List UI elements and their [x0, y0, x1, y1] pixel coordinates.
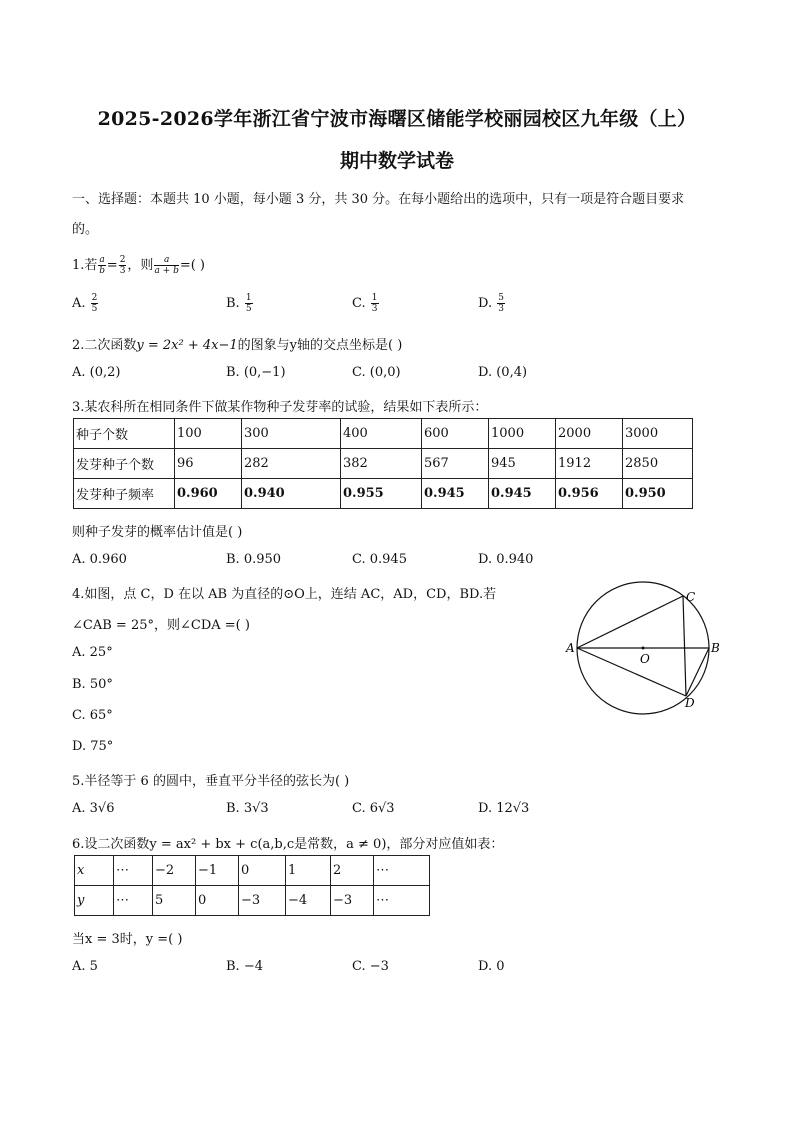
table-cell: 1000: [489, 419, 556, 449]
q1-option-b: B. $\frac{1}{5}$: [226, 293, 252, 314]
q6-question: 当x = 3时，y =( ): [72, 932, 183, 947]
question-4: 4.如图，点 C，D 在以 AB 为直径的⊙O上，连结 AC，AD，CD，BD.若: [72, 587, 497, 602]
table-cell: 2000: [556, 419, 623, 449]
q1-option-d: D. $\frac{5}{3}$: [478, 293, 504, 314]
table-cell: ⋯: [114, 886, 153, 916]
exam-title: 2025-2026学年浙江省宁波市海曙区储能学校丽园校区九年级（上）: [97, 108, 697, 130]
table-cell: 567: [422, 449, 489, 479]
question-2: 2.二次函数y = 2x² + 4x−1的图象与y轴的交点坐标是( ): [72, 338, 403, 353]
q3-option-b: B. 0.950: [226, 552, 282, 567]
table-cell: −3: [239, 886, 286, 916]
question-4-cont: ∠CAB = 25°，则∠CDA =( ): [72, 618, 250, 633]
q4-option-d: D. 75°: [72, 739, 114, 754]
q1-frac-2-3: $\frac{2}{3}$: [119, 255, 126, 276]
table-cell: −4: [286, 886, 331, 916]
segment-ad: [577, 648, 686, 696]
q4-option-b: B. 50°: [72, 677, 113, 692]
q6-option-a: A. 5: [72, 959, 98, 974]
table-cell: 2850: [623, 449, 693, 479]
circle-diagram: [560, 580, 730, 720]
q3-option-a: A. 0.960: [72, 552, 127, 567]
table-cell: ⋯: [374, 856, 430, 886]
table-cell: 2: [331, 856, 374, 886]
table-cell: 382: [341, 449, 422, 479]
segment-bd: [686, 648, 709, 696]
table-cell: −2: [153, 856, 196, 886]
section-instructions: 一、选择题：本题共 10 小题，每小题 3 分，共 30 分。在每小题给出的选项中，只有一项是符合题目要求: [72, 192, 685, 207]
table-cell: 0.945: [489, 479, 556, 509]
q2-option-c: C. (0,0): [352, 365, 401, 380]
table-cell: 发芽种子频率: [74, 479, 175, 509]
table-cell: x: [75, 856, 114, 886]
q1-option-c: C. $\frac{1}{3}$: [352, 293, 378, 314]
q2-option-d: D. (0,4): [478, 365, 528, 380]
table-row: [75, 886, 430, 916]
table-row: [74, 449, 693, 479]
label-a: A: [566, 641, 575, 655]
question-5: 5.半径等于 6 的圆中，垂直平分半径的弦长为( ): [72, 774, 350, 789]
table-cell: 5: [153, 886, 196, 916]
q2-option-b: B. (0,−1): [226, 365, 286, 380]
table-cell: 0.960: [175, 479, 242, 509]
table-cell: 0: [239, 856, 286, 886]
table-row: [75, 856, 430, 886]
function-values-table: [74, 855, 430, 916]
question-6: 6.设二次函数y = ax² + bx + c(a,b,c是常数，a ≠ 0)，部分对应值如表：: [72, 837, 504, 852]
q1-frac-a-b: $\frac{a}{b}$: [99, 255, 105, 276]
seed-germination-table: [73, 418, 693, 509]
table-cell: ⋯: [374, 886, 430, 916]
table-cell: 1912: [556, 449, 623, 479]
table-cell: 282: [242, 449, 341, 479]
q1-frac-target: $\frac{a}{a + b}$: [154, 255, 179, 276]
segment-cd: [683, 596, 686, 696]
segment-ac: [577, 596, 683, 648]
table-cell: 96: [175, 449, 242, 479]
q6-option-c: C. −3: [352, 959, 389, 974]
q5-option-a: A. 3√6: [72, 801, 115, 816]
table-cell: 发芽种子个数: [74, 449, 175, 479]
table-cell: 1: [286, 856, 331, 886]
table-cell: 300: [242, 419, 341, 449]
q3-option-d: D. 0.940: [478, 552, 534, 567]
q2-expression: y = 2x² + 4x−1: [136, 338, 238, 353]
q4-option-a: A. 25°: [72, 645, 113, 660]
q5-option-d: D. 12√3: [478, 801, 530, 816]
table-cell: 3000: [623, 419, 693, 449]
table-cell: 100: [175, 419, 242, 449]
table-cell: 600: [422, 419, 489, 449]
q5-option-c: C. 6√3: [352, 801, 395, 816]
q1-option-a: A. $\frac{2}{5}$: [72, 293, 98, 314]
label-d: D: [685, 696, 695, 710]
q4-option-c: C. 65°: [72, 708, 113, 723]
q5-option-b: B. 3√3: [226, 801, 269, 816]
question-3: 3.某农科所在相同条件下做某作物种子发芽率的试验，结果如下表所示：: [72, 400, 488, 415]
table-cell: 400: [341, 419, 422, 449]
q3-option-c: C. 0.945: [352, 552, 407, 567]
table-cell: 0.945: [422, 479, 489, 509]
q3-question: 则种子发芽的概率估计值是( ): [72, 525, 243, 540]
q6-option-d: D. 0: [478, 959, 505, 974]
question-1: 1.若 $\frac{a}{b}$ = $\frac{2}{3}$ ，则 $\frac{a}{a + b}$ =( ): [72, 255, 205, 276]
label-c: C: [686, 590, 696, 604]
table-cell: 0.950: [623, 479, 693, 509]
table-cell: 种子个数: [74, 419, 175, 449]
center-point: [642, 647, 645, 650]
table-cell: −3: [331, 886, 374, 916]
table-row: [74, 419, 693, 449]
table-cell: 945: [489, 449, 556, 479]
label-o: O: [640, 652, 650, 666]
table-cell: −1: [196, 856, 239, 886]
q6-option-b: B. −4: [226, 959, 263, 974]
table-cell: 0: [196, 886, 239, 916]
table-cell: 0.940: [242, 479, 341, 509]
table-cell: ⋯: [114, 856, 153, 886]
label-b: B: [711, 641, 720, 655]
table-cell: 0.955: [341, 479, 422, 509]
q2-option-a: A. (0,2): [72, 365, 121, 380]
table-cell: 0.956: [556, 479, 623, 509]
table-cell: y: [75, 886, 114, 916]
section-instructions-cont: 的。: [72, 222, 99, 237]
table-row: [74, 479, 693, 509]
exam-subtitle: 期中数学试卷: [339, 150, 454, 172]
q1-prefix: 1.若: [72, 258, 98, 273]
